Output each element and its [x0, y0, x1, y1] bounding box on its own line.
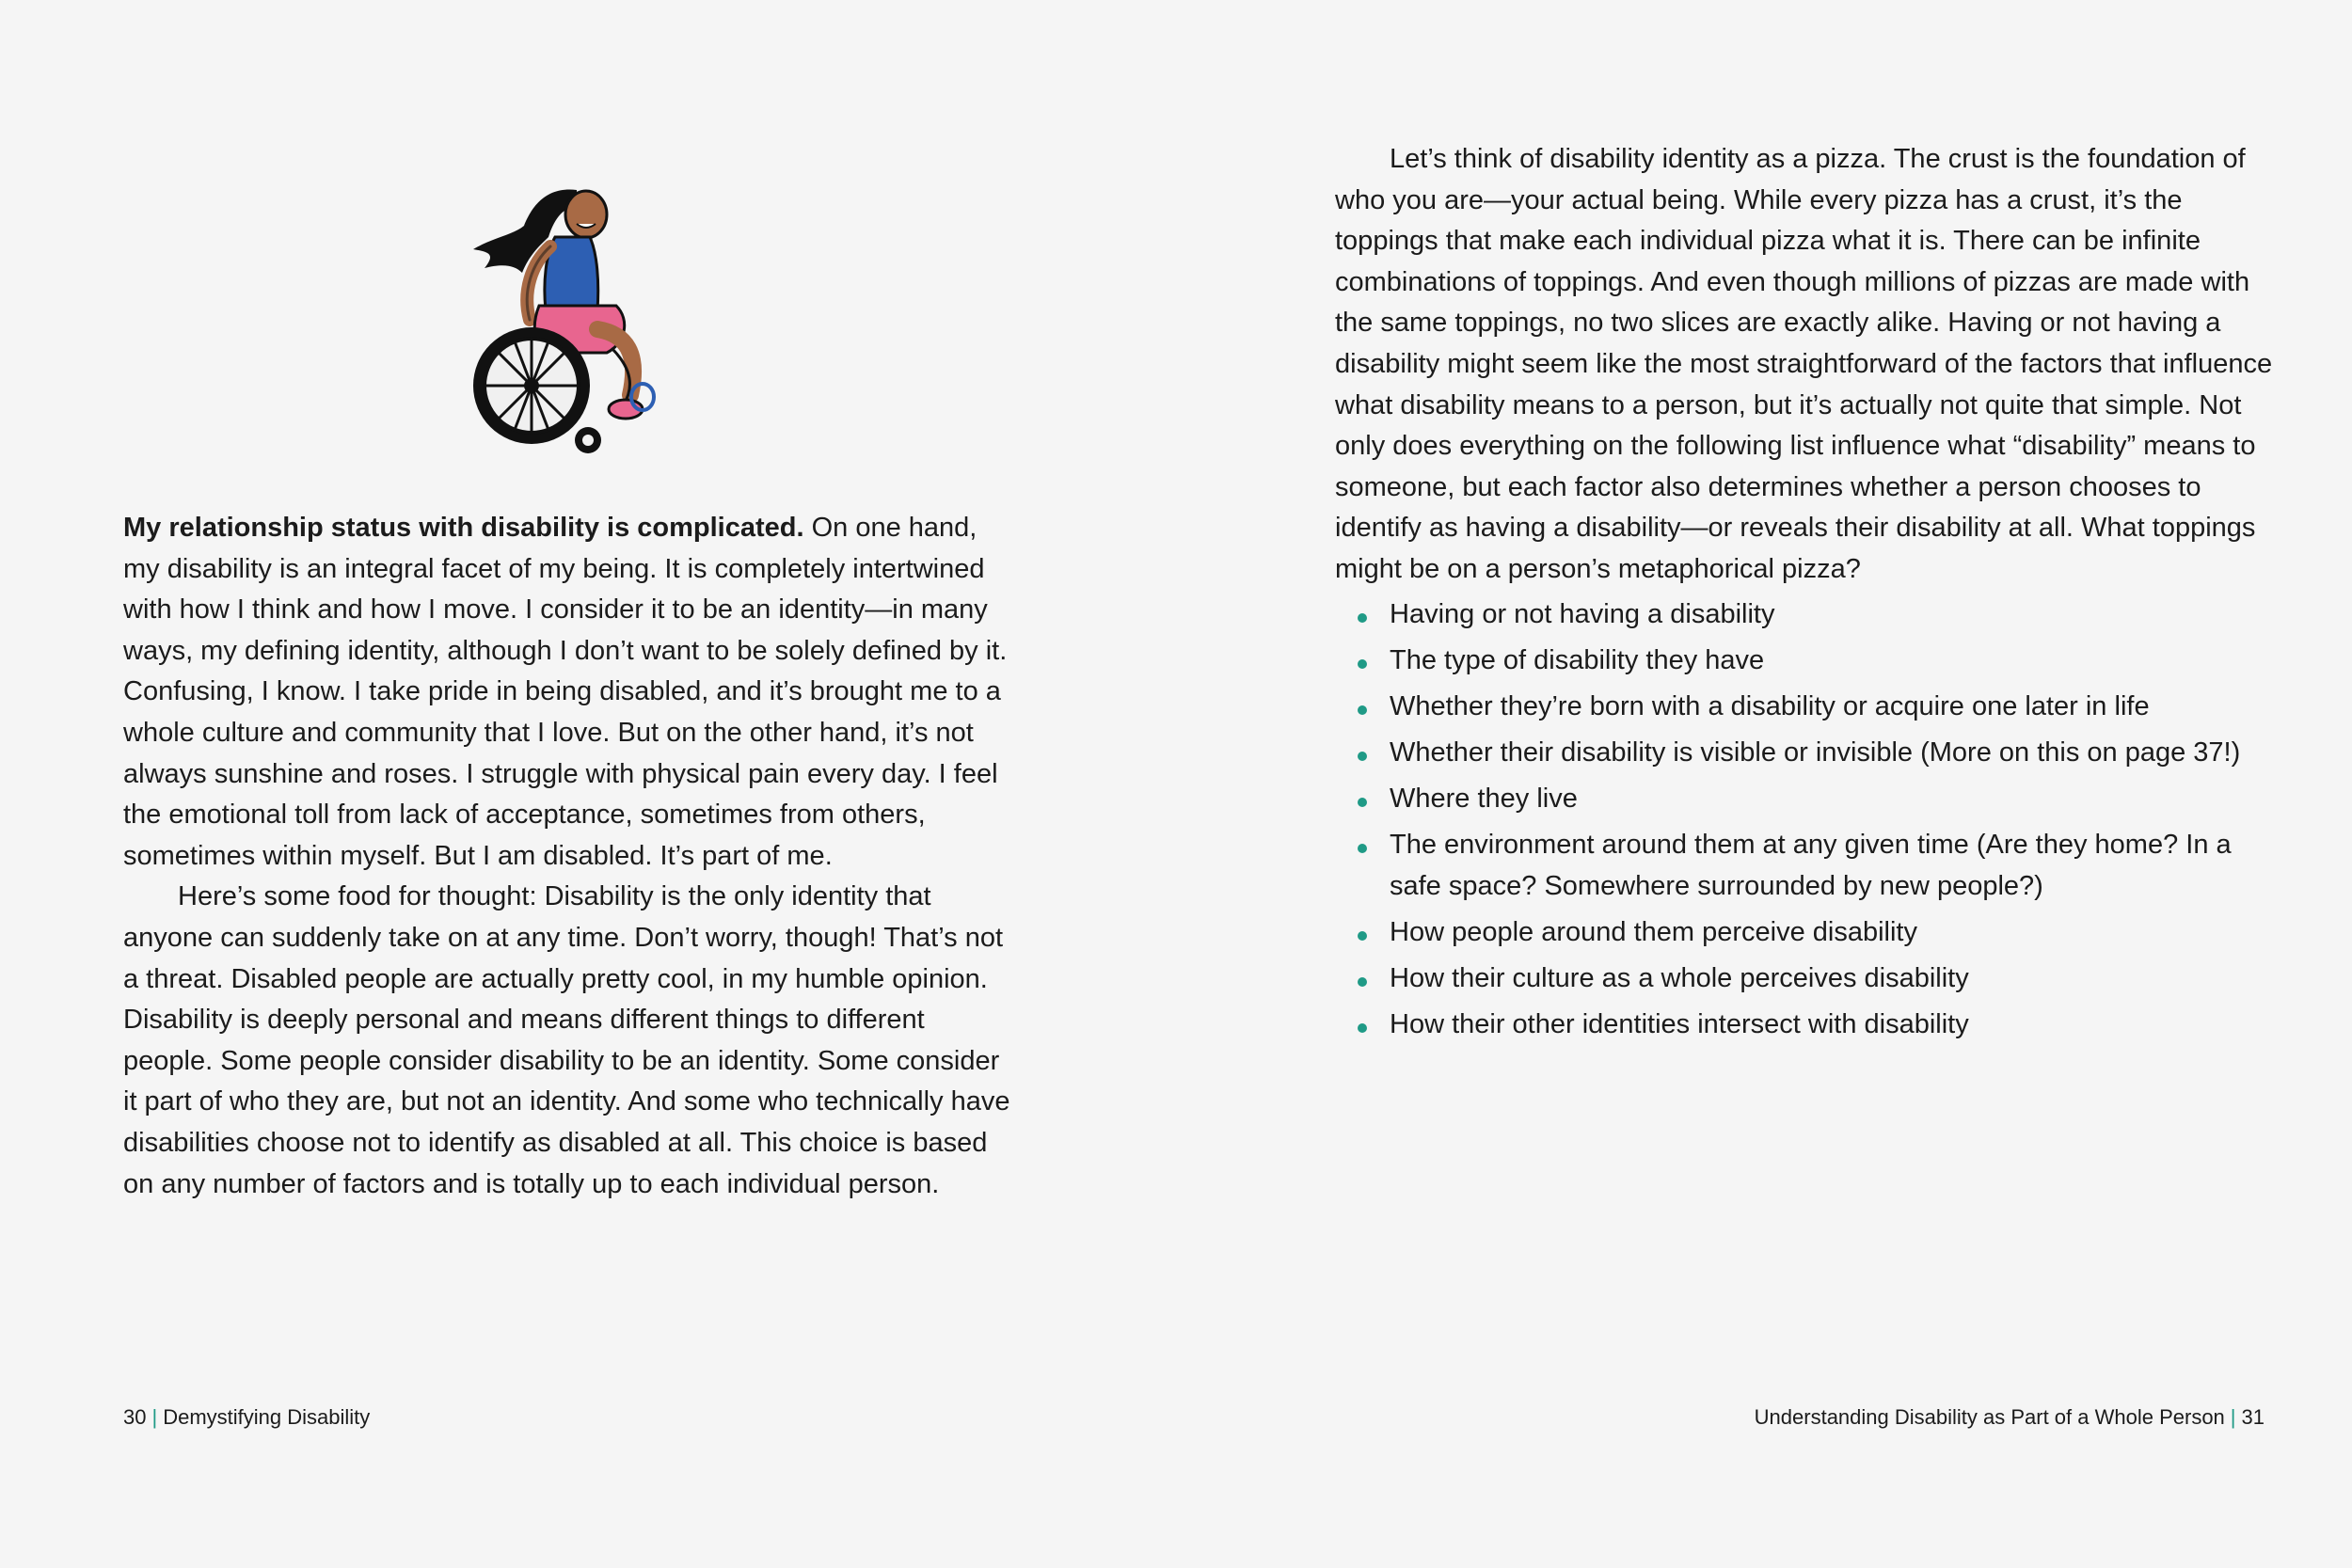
bullet-icon	[1358, 752, 1367, 761]
bullet-icon	[1358, 1023, 1367, 1033]
pizza-paragraph: Let’s think of disability identity as a pizza. The crust is the foundation of who you are—your actual being. While every pizza has a crust, it’s the toppings that make each individual pizza what it is. There can be infinite combinations of toppings. And even though millions of pizzas are made with the same toppings, no two slices are exactly alike. Having or not having a disability might seem like the most straightforward of the factors that influence what disability means to a person, but it’s actually not quite that simple. Not only does everything on the following list influence what “disability” means to someone, but each factor also determines whether a person chooses to identify as having a disability—or reveals their disability at all. What toppings might be on a person’s metaphorical pizza?	[1335, 144, 2273, 584]
second-paragraph: Here’s some food for thought: Disability is the only identity that anyone can suddenly take on at any time. Don’t worry, though! That’s not a threat. Disabled people are actually pretty cool, in my humble opinion. Disability is deeply personal and means different things to different people. Some people consider disability to be an identity. Some consider it part of who they are, but not an identity. And some who technically have disabilities choose not to identify as disabled at all. This choice is based on any number of factors and is totally up to each individual person.	[123, 881, 1010, 1199]
list-item: Whether their disability is visible or invisible (More on this on page 37!)	[1335, 733, 2280, 774]
bullet-icon	[1358, 844, 1367, 853]
intro-paragraph-body: On one hand, my disability is an integral facet of my being. It is completely intertwined with how I think and how I move. I consider it to be an identity—in many ways, my defining identity, although I don’t want to be solely defined by it. Confusing, I know. I take pride in being disabled, and it’s brought me to a whole culture and community that I love. But on the other hand, it’s not always sunshine and roses. I struggle with physical pain every day. I feel the emotional toll from lack of acceptance, sometimes from others, sometimes within myself. But I am disabled. It’s part of me.	[123, 513, 1008, 871]
list-item: How their culture as a whole perceives disability	[1335, 958, 2280, 1000]
list-item: The type of disability they have	[1335, 641, 2280, 682]
right-page-number: 31	[2241, 1405, 2265, 1429]
list-item: How their other identities intersect with disability	[1335, 1005, 2280, 1046]
bullet-icon	[1358, 705, 1367, 715]
bullet-icon	[1358, 977, 1367, 987]
list-item: Having or not having a disability	[1335, 594, 2280, 636]
bullet-icon	[1358, 798, 1367, 807]
wheelchair-user-illustration	[456, 179, 663, 461]
left-page-text	[123, 508, 1017, 1205]
list-item: Where they live	[1335, 779, 2280, 820]
right-page	[1176, 0, 2352, 1568]
intro-paragraph	[123, 508, 1017, 877]
toppings-list	[1335, 594, 2280, 1046]
right-page-text	[1335, 139, 2280, 1051]
bullet-icon	[1358, 613, 1367, 623]
bullet-icon	[1358, 931, 1367, 941]
footer-separator-left: |	[151, 1405, 158, 1429]
right-running-title: Understanding Disability as Part of a Whole Person	[1754, 1405, 2225, 1429]
footer-separator-right: |	[2230, 1405, 2236, 1429]
left-page-number: 30	[123, 1405, 147, 1429]
bullet-icon	[1358, 659, 1367, 669]
intro-bold-lead: My relationship status with disability is complicated.	[123, 513, 804, 543]
list-item: The environment around them at any given time (Are they home? In a safe space? Somewhere surrounded by new people?)	[1335, 825, 2280, 907]
list-item: Whether they’re born with a disability or acquire one later in life	[1335, 687, 2280, 728]
face-shape	[565, 191, 607, 238]
list-item: How people around them perceive disability	[1335, 912, 2280, 954]
left-running-title: Demystifying Disability	[163, 1405, 371, 1429]
right-page-footer	[1755, 1403, 2265, 1432]
left-page-footer	[123, 1403, 370, 1432]
